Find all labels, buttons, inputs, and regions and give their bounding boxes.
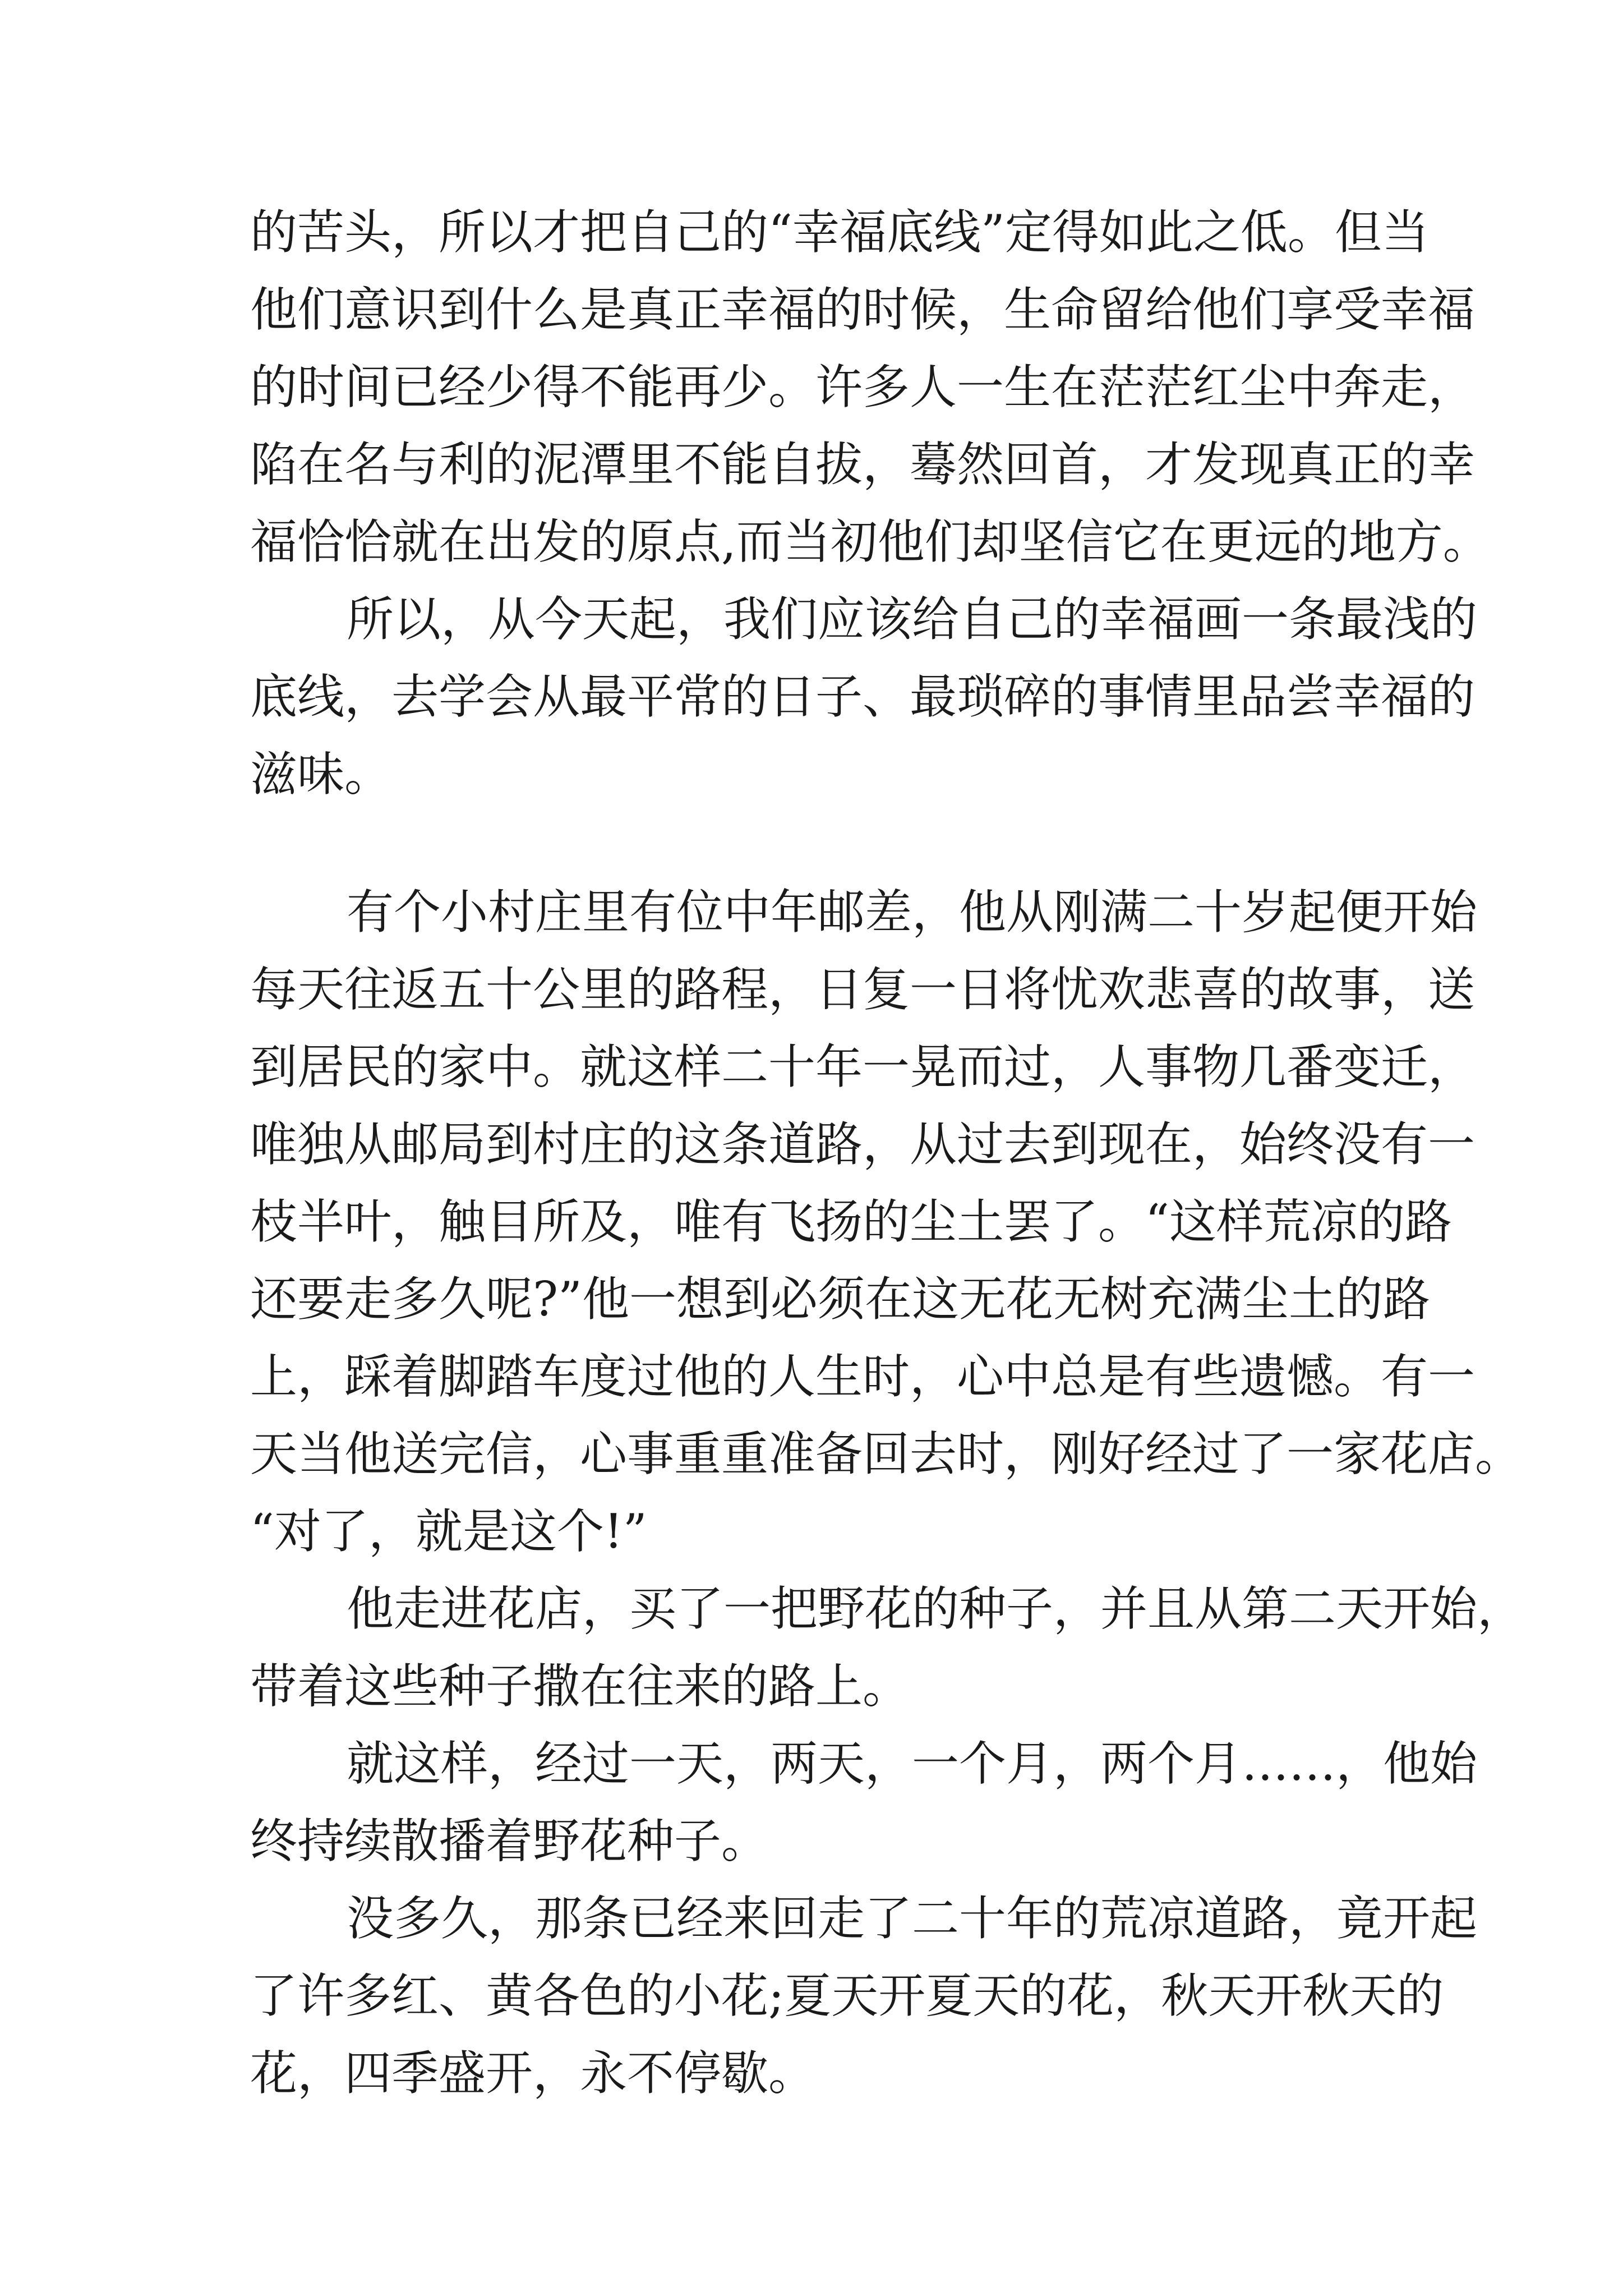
text-line: 上，踩着脚踏车度过他的人生时，心中总是有些遗憾。有一 xyxy=(250,1349,1476,1404)
text-line: 的时间已经少得不能再少。许多人一生在茫茫红尘中奔走， xyxy=(250,360,1476,415)
text-line: 他走进花店，买了一把野花的种子，并且从第二天开始， xyxy=(347,1581,1525,1636)
text-line: 所以，从今天起，我们应该给自己的幸福画一条最浅的 xyxy=(347,592,1478,647)
text-line: 滋味。 xyxy=(250,747,392,802)
text-line: 就这样，经过一天，两天，一个月，两个月……，他始 xyxy=(347,1736,1478,1791)
text-line: 花，四季盛开，永不停歇。 xyxy=(250,2046,816,2101)
text-line: 天当他送完信，心事重重准备回去时，刚好经过了一家花店。 xyxy=(250,1427,1523,1481)
text-line: 到居民的家中。就这样二十年一晃而过，人事物几番变迁， xyxy=(250,1039,1476,1094)
text-line: 的苦头，所以才把自己的“幸福底线”定得如此之低。但当 xyxy=(250,205,1429,260)
text-line: 每天往返五十公里的路程，日复一日将忧欢悲喜的故事，送 xyxy=(250,962,1476,1017)
text-line: 陷在名与利的泥潭里不能自拔，蓦然回首，才发现真正的幸 xyxy=(250,437,1476,492)
text-line: 还要走多久呢?”他一想到必须在这无花无树充满尘土的路 xyxy=(250,1272,1430,1327)
text-line: 福恰恰就在出发的原点,而当初他们却坚信它在更远的地方。 xyxy=(250,514,1490,569)
text-line: 枝半叶，触目所及，唯有飞扬的尘土罢了。“这样荒凉的路 xyxy=(250,1194,1452,1249)
text-line: 他们意识到什么是真正幸福的时候，生命留给他们享受幸福 xyxy=(250,282,1476,337)
text-line: 没多久，那条已经来回走了二十年的荒凉道路，竟开起 xyxy=(347,1891,1478,1946)
text-line: 底线，去学会从最平常的日子、最琐碎的事情里品尝幸福的 xyxy=(250,669,1476,724)
text-line: 有个小村庄里有位中年邮差，他从刚满二十岁起便开始 xyxy=(347,885,1478,940)
text-line: 唯独从邮局到村庄的这条道路，从过去到现在，始终没有一 xyxy=(250,1117,1476,1172)
text-line: 带着这些种子撒在往来的路上。 xyxy=(250,1659,910,1714)
text-line: 了许多红、黄各色的小花;夏天开夏天的花，秋天开秋天的 xyxy=(250,1968,1444,2023)
body-text xyxy=(250,194,1525,2112)
text-line: “对了，就是这个!” xyxy=(250,1504,647,1559)
text-line: 终持续散播着野花种子。 xyxy=(250,1814,769,1869)
